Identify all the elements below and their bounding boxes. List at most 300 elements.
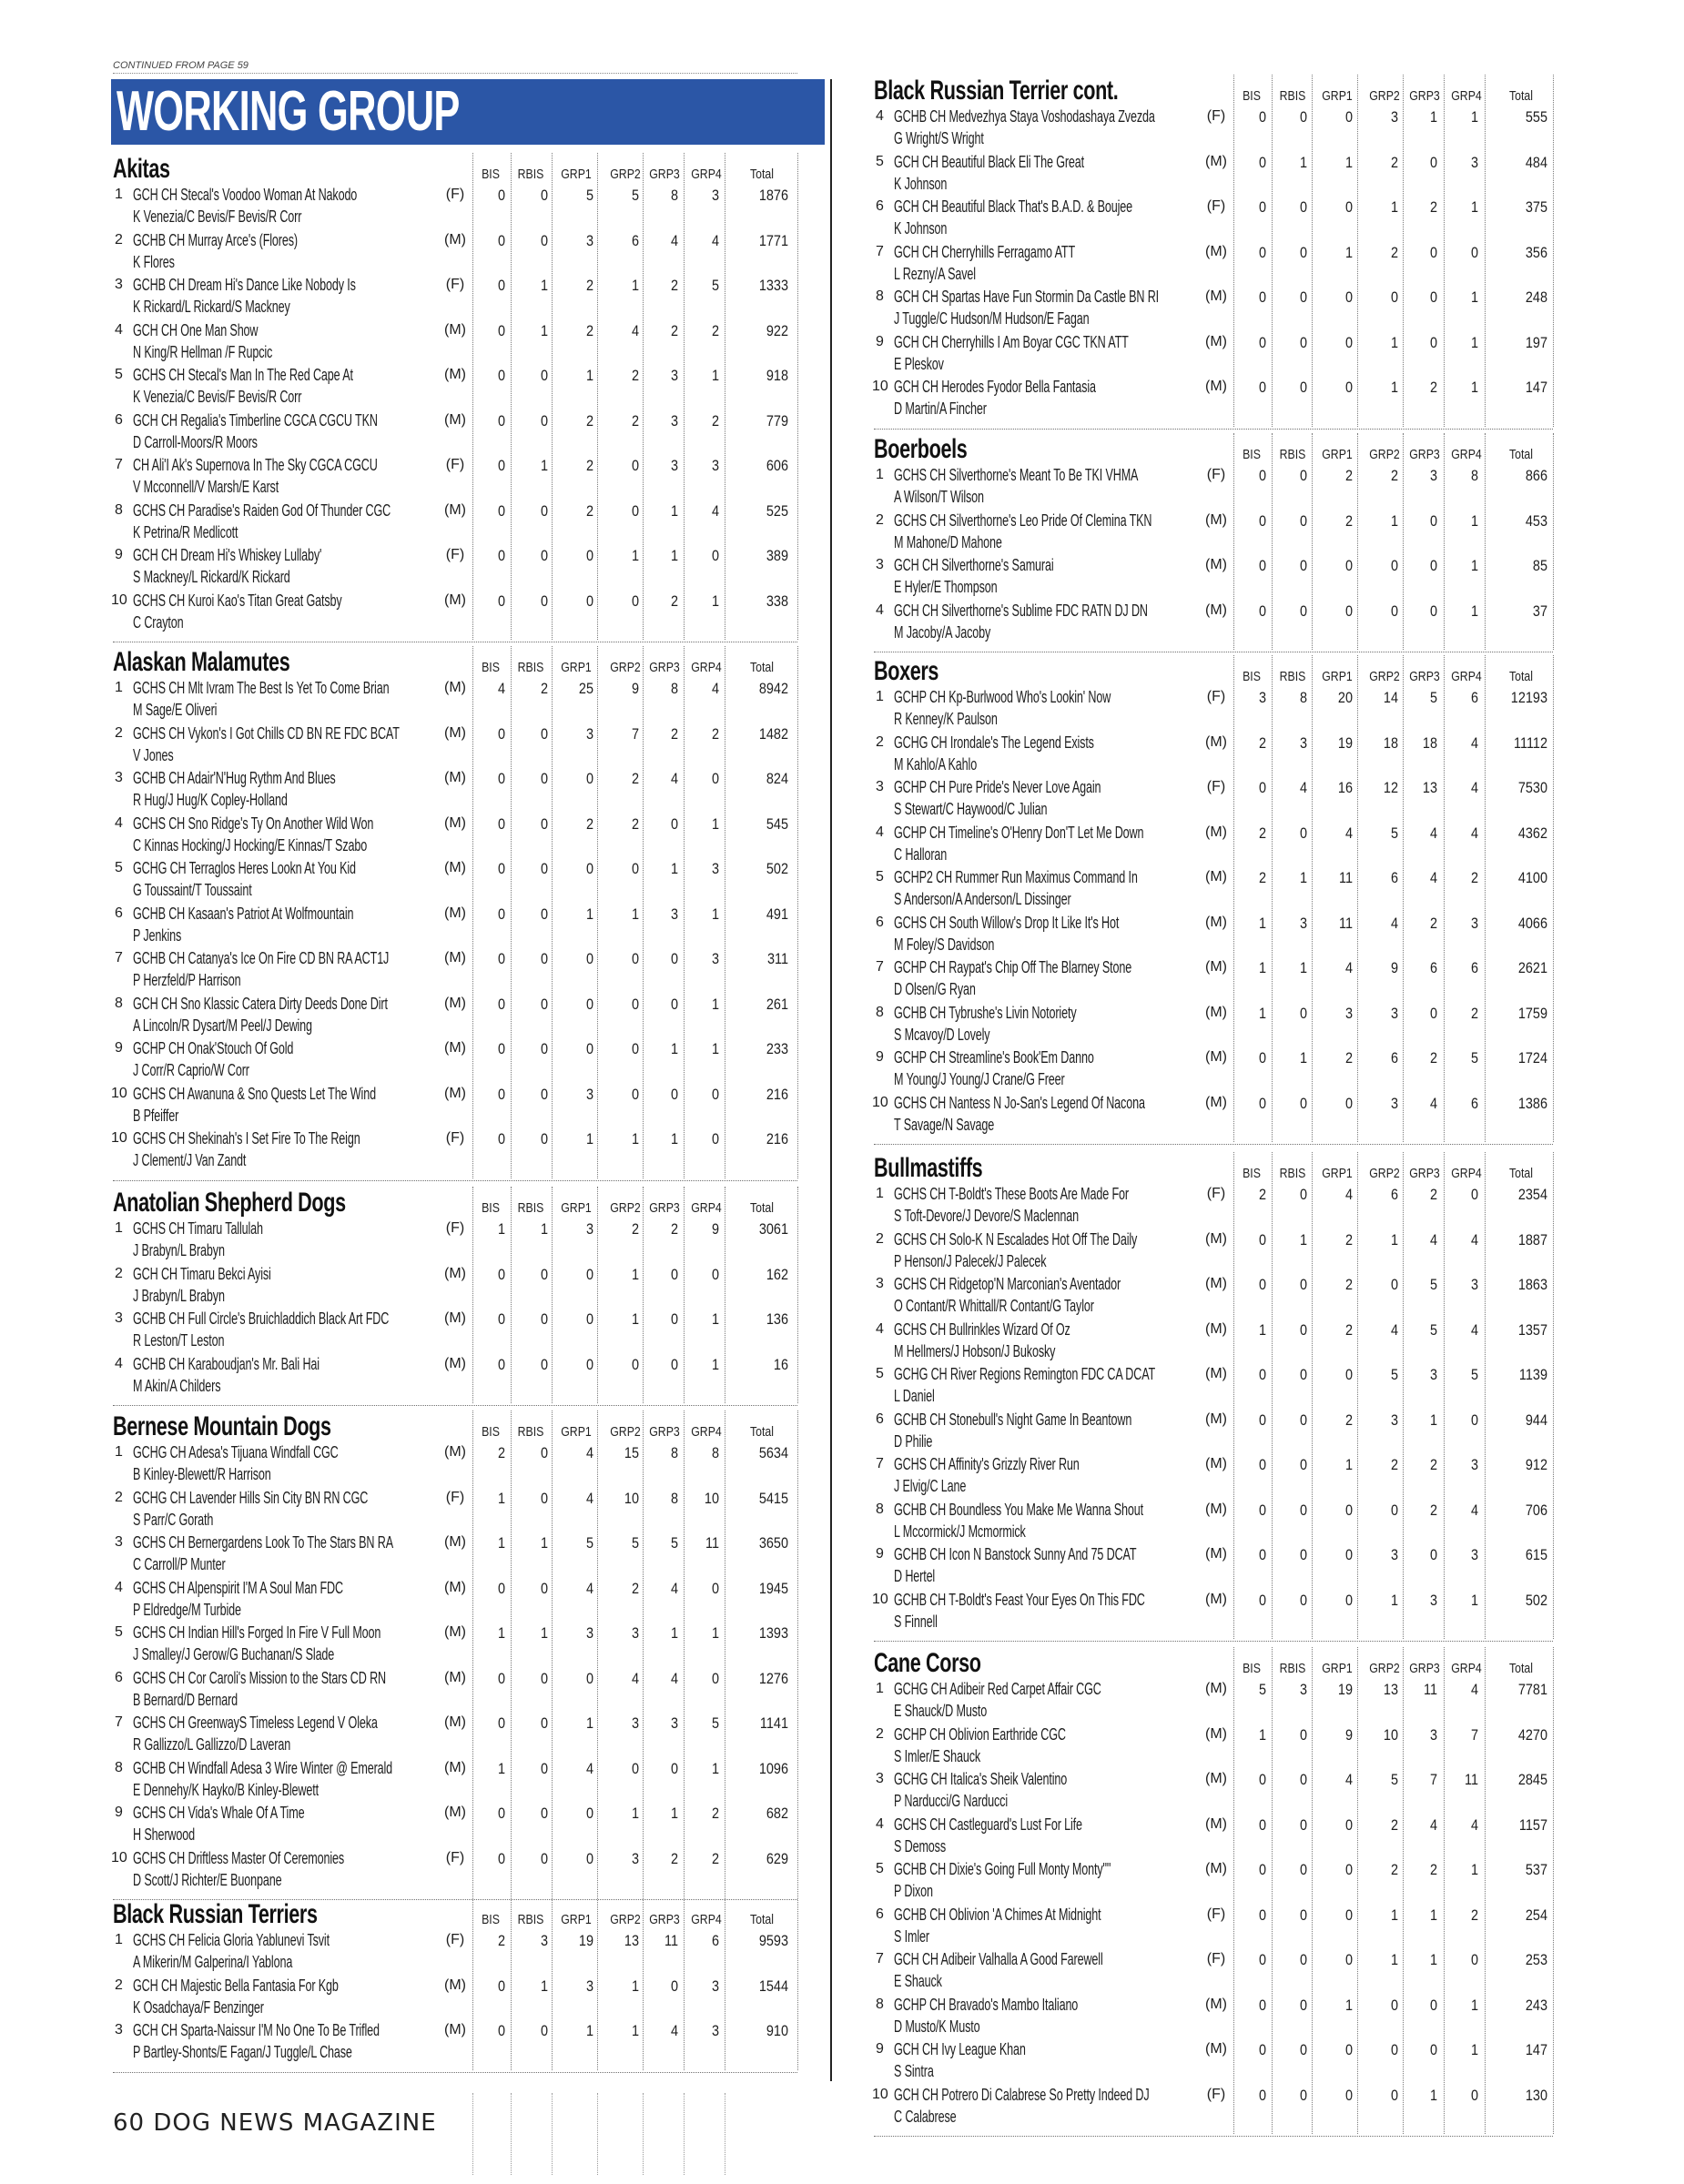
rank: 4: [115, 321, 123, 338]
dog-name: GCH CH Beautiful Black That's B.A.D. & Boujee: [894, 197, 1132, 216]
stat-bis: 0: [497, 321, 505, 339]
column-header-bis: BIS: [1243, 447, 1261, 462]
column-header-grp2: GRP2: [610, 1912, 641, 1927]
stat-bis: 1: [497, 1759, 505, 1777]
owners: P Bartley-Shonts/E Fagan/J Tuggle/L Chase: [133, 2043, 352, 2061]
rank: 3: [876, 1276, 884, 1291]
sex: (F): [1206, 467, 1226, 482]
stat-total: 910: [766, 2022, 788, 2039]
stat-bis: 0: [1258, 779, 1266, 796]
stat-grp1: 0: [1344, 1906, 1353, 1924]
stat-grp3: 5: [1429, 1320, 1437, 1339]
stat-grp4: 1: [1470, 1861, 1478, 1878]
stat-rbis: 0: [540, 1444, 548, 1461]
stat-grp3: 1: [1429, 1906, 1437, 1924]
rank: 4: [876, 824, 884, 840]
stat-grp1: 0: [1344, 1951, 1353, 1968]
dog-name: GCH CH Adibeir Valhalla A Good Farewell: [894, 1950, 1103, 1968]
rank: 6: [876, 198, 884, 214]
rank: 4: [115, 814, 123, 831]
column-divider: [597, 1898, 598, 2070]
stat-bis: 0: [1258, 379, 1266, 396]
column-divider: [552, 1410, 553, 1897]
table-row: [113, 1712, 797, 1757]
stat-rbis: 0: [540, 1085, 548, 1103]
stat-total: 7781: [1517, 1681, 1547, 1698]
table-row: [113, 1083, 797, 1128]
stat-grp2: 4: [1390, 914, 1398, 932]
table-row: [874, 241, 1553, 287]
column-divider: [1403, 1152, 1404, 1639]
stat-bis: 0: [1258, 511, 1266, 530]
stat-grp1: 0: [585, 770, 593, 787]
owners: M Hellmers/J Hobson/J Bukosky: [894, 1341, 1056, 1360]
rank: 8: [876, 1501, 884, 1517]
stat-rbis: 0: [540, 592, 548, 610]
dog-name: GCHS CH Nantess N Jo-San's Legend Of Nacona: [894, 1093, 1145, 1112]
sex: (M): [444, 1579, 466, 1595]
sex: (F): [445, 457, 465, 472]
column-divider: [511, 1898, 512, 2070]
stat-total: 502: [1525, 1591, 1547, 1609]
stat-bis: 0: [1258, 1996, 1266, 2014]
stat-grp1: 0: [585, 860, 593, 877]
stat-grp1: 0: [1344, 1094, 1353, 1112]
stat-total: 1157: [1518, 1815, 1547, 1834]
column-divider: [1403, 1647, 1404, 2134]
rank: 2: [876, 733, 884, 750]
stat-rbis: 0: [1299, 1276, 1307, 1293]
stat-bis: 1: [1258, 914, 1266, 932]
sex: (F): [445, 1130, 465, 1146]
stat-grp3: 11: [1423, 1681, 1437, 1698]
table-row: [874, 686, 1553, 732]
table-row: [874, 600, 1553, 645]
breed-title: Cane Corso: [874, 1648, 981, 1678]
stat-grp4: 1: [711, 367, 719, 384]
owners: D Hertel: [894, 1567, 936, 1585]
stat-grp3: 1: [1429, 1951, 1437, 1968]
table-row: [113, 1802, 797, 1847]
stat-bis: 4: [497, 680, 505, 697]
sex: (M): [444, 501, 466, 518]
owners: E Shauck: [894, 1972, 942, 1990]
sex: (F): [1206, 108, 1226, 124]
dog-name: GCHP CH Raypat's Chip Off The Blarney Stone: [894, 958, 1132, 976]
stat-grp3: 1: [670, 547, 678, 564]
stat-grp2: 5: [1390, 1366, 1398, 1383]
stat-total: 3650: [758, 1534, 788, 1552]
column-header-grp4: GRP4: [1451, 88, 1482, 104]
stat-grp4: 2: [1470, 1004, 1478, 1022]
stat-grp2: 2: [1390, 1815, 1398, 1834]
dog-name: GCH CH Sno Klassic Catera Dirty Deeds Done Dirt: [133, 994, 388, 1013]
stat-grp1: 2: [1344, 511, 1353, 530]
owners: C Kinnas Hocking/J Hocking/E Kinnas/T Szabo: [133, 835, 368, 854]
owners: S Finnell: [894, 1612, 938, 1631]
stat-bis: 0: [497, 277, 505, 294]
stat-rbis: 0: [540, 2022, 548, 2039]
stat-rbis: 0: [1299, 511, 1307, 530]
rank: 2: [876, 1230, 884, 1247]
stat-grp1: 4: [585, 1444, 593, 1461]
stat-grp2: 1: [1390, 1906, 1398, 1924]
owners: C Calabrese: [894, 2107, 957, 2126]
breed-title: Akitas: [113, 154, 170, 184]
owners: P Herzfeld/P Harrison: [133, 971, 241, 989]
column-guide: [597, 2093, 598, 2175]
owners: K Johnson: [894, 174, 948, 193]
dog-name: GCH CH Cherryhills I Am Boyar CGC TKN ATT: [894, 332, 1129, 351]
stat-grp1: 0: [585, 592, 593, 610]
dog-name: GCHB CH Dream Hi's Dance Like Nobody Is: [133, 276, 356, 294]
rank: 9: [115, 1040, 123, 1056]
stat-grp2: 1: [631, 1805, 639, 1822]
owners: H Sherwood: [133, 1825, 195, 1844]
table-row: [113, 1975, 797, 2020]
stat-grp2: 7: [631, 724, 639, 743]
table-row: [874, 912, 1553, 957]
stat-total: 1393: [758, 1624, 788, 1642]
stat-grp2: 1: [631, 1130, 639, 1148]
stat-grp4: 1: [1470, 108, 1478, 126]
column-divider: [1272, 1647, 1273, 2134]
stat-grp1: 0: [585, 1805, 593, 1822]
stat-grp2: 3: [1390, 1094, 1398, 1112]
stat-grp3: 0: [1429, 153, 1437, 171]
stat-total: 912: [1525, 1456, 1547, 1473]
stat-rbis: 0: [1299, 1996, 1307, 2014]
stat-rbis: 0: [1299, 1501, 1307, 1519]
rank: 5: [876, 869, 884, 885]
sex: (M): [444, 1534, 466, 1550]
sex: (M): [1205, 602, 1227, 618]
stat-grp1: 1: [1344, 1996, 1353, 2014]
stat-grp2: 15: [624, 1444, 639, 1461]
stat-grp4: 1: [711, 1310, 719, 1328]
stat-bis: 0: [497, 411, 505, 430]
sex: (M): [1205, 1094, 1227, 1110]
stat-grp4: 0: [1470, 1410, 1478, 1429]
sex: (M): [444, 1444, 466, 1460]
stat-total: 4270: [1517, 1725, 1547, 1744]
stat-bis: 0: [497, 2022, 505, 2039]
stat-grp1: 25: [578, 680, 593, 697]
stat-grp1: 1: [1344, 243, 1353, 261]
owners: A Lincoln/R Dysart/M Peel/J Dewing: [133, 1016, 312, 1035]
stat-grp3: 2: [1429, 198, 1437, 216]
column-header-grp3: GRP3: [1409, 447, 1440, 462]
stat-grp1: 0: [1344, 602, 1353, 620]
stat-total: 1276: [758, 1669, 788, 1687]
stat-total: 147: [1525, 379, 1547, 396]
stat-grp3: 0: [1429, 602, 1437, 620]
stat-rbis: 0: [1299, 1410, 1307, 1429]
dog-name: GCHG CH Irondale's The Legend Exists: [894, 733, 1094, 752]
column-divider: [684, 646, 685, 1178]
stat-grp3: 3: [670, 411, 678, 430]
stat-rbis: 1: [540, 457, 548, 474]
sex: (M): [444, 411, 466, 428]
stat-total: 502: [766, 860, 788, 877]
table-row: [874, 331, 1553, 377]
stat-grp1: 19: [1337, 733, 1353, 752]
stat-grp2: 0: [631, 457, 639, 474]
stat-rbis: 0: [540, 1310, 548, 1328]
owners: J Corr/R Caprio/W Corr: [133, 1061, 249, 1079]
stat-grp2: 0: [1390, 1276, 1398, 1293]
sex: (M): [444, 814, 466, 831]
stat-grp2: 0: [631, 950, 639, 967]
table-row: [874, 376, 1553, 421]
table-row: [874, 1319, 1553, 1364]
stat-total: 2354: [1517, 1186, 1547, 1203]
dog-name: GCHS CH Alpenspirit I'M A Soul Man FDC: [133, 1578, 343, 1597]
stat-grp1: 1: [1344, 1456, 1353, 1473]
column-header-rbis: RBIS: [1279, 1661, 1306, 1676]
dog-name: GCHP2 CH Rummer Run Maximus Command In: [894, 868, 1138, 886]
dog-name: GCHS CH Sno Ridge's Ty On Another Wild Won: [133, 814, 374, 833]
section-header: [874, 75, 1553, 106]
stat-grp2: 14: [1383, 689, 1398, 706]
stat-grp1: 2: [585, 501, 593, 520]
rank: 10: [111, 1130, 127, 1146]
column-divider: [1233, 433, 1234, 650]
stat-rbis: 0: [540, 367, 548, 384]
stat-grp3: 3: [670, 367, 678, 384]
stat-grp4: 10: [704, 1489, 719, 1507]
owners: C Carroll/P Munter: [133, 1555, 226, 1573]
stat-rbis: 1: [540, 321, 548, 339]
stat-grp1: 0: [1344, 1861, 1353, 1878]
stat-bis: 5: [1258, 1681, 1266, 1698]
stat-bis: 2: [1258, 733, 1266, 752]
stat-grp1: 20: [1337, 689, 1353, 706]
dog-name: GCH CH Dream Hi's Whiskey Lullaby': [133, 546, 322, 564]
owners: M Jacoby/A Jacoby: [894, 622, 991, 642]
stat-rbis: 0: [1299, 1861, 1307, 1878]
stat-rbis: 0: [540, 1759, 548, 1777]
table-row: [874, 732, 1553, 777]
stat-bis: 0: [497, 724, 505, 743]
dog-name: GCH CH Potrero Di Calabrese So Pretty Indeed DJ: [894, 2085, 1150, 2104]
stat-rbis: 3: [1299, 1681, 1307, 1698]
column-header-grp4: GRP4: [691, 167, 722, 182]
stat-grp1: 1: [585, 905, 593, 923]
owners: K Venezia/C Bevis/F Bevis/R Corr: [133, 207, 302, 226]
stat-bis: 0: [1258, 198, 1266, 216]
dog-name: GCHP CH Kp-Burlwood Who's Lookin' Now: [894, 688, 1111, 706]
sex: (M): [444, 905, 466, 921]
stat-bis: 0: [1258, 602, 1266, 620]
rank: 9: [876, 1546, 884, 1562]
owners: K Johnson: [894, 219, 948, 238]
stat-grp1: 2: [1344, 1320, 1353, 1339]
table-row: [113, 1757, 797, 1803]
stat-total: 130: [1525, 2086, 1547, 2104]
stat-grp2: 1: [1390, 1591, 1398, 1609]
stat-bis: 0: [1258, 333, 1266, 351]
stat-grp4: 3: [1470, 914, 1478, 932]
column-header-grp2: GRP2: [1369, 1661, 1400, 1676]
section-header: [113, 1898, 797, 1929]
stat-grp2: 1: [1390, 379, 1398, 396]
owners: P Dixon: [894, 1882, 933, 1900]
stat-grp2: 3: [1390, 1410, 1398, 1429]
column-divider: [684, 1187, 685, 1403]
sex: (F): [445, 1489, 465, 1505]
breed-section: [874, 1647, 1553, 2128]
table-row: [874, 1768, 1553, 1814]
table-row: [113, 229, 797, 275]
dog-name: GCHG CH River Regions Remington FDC CA DCAT: [894, 1365, 1156, 1383]
column-header-grp4: GRP4: [691, 660, 722, 675]
dog-name: GCHS CH Paradise's Raiden God Of Thunder CGC: [133, 500, 391, 520]
stat-bis: 1: [1258, 1725, 1266, 1744]
owners: P Henson/J Palecek/J Palecek: [894, 1251, 1047, 1270]
breed-section: [113, 153, 797, 634]
stat-rbis: 1: [1299, 959, 1307, 976]
stat-grp4: 3: [711, 1977, 719, 1995]
column-header-grp3: GRP3: [649, 1200, 680, 1216]
stat-grp2: 0: [1390, 288, 1398, 306]
rank: 4: [115, 1579, 123, 1595]
owners: E Dennehy/K Hayko/B Kinley-Blewett: [133, 1780, 319, 1799]
stat-rbis: 0: [1299, 1004, 1307, 1022]
rank: 2: [115, 1265, 123, 1281]
table-row: [113, 1847, 797, 1893]
stat-grp1: 4: [585, 1489, 593, 1507]
stat-grp4: 0: [1470, 2086, 1478, 2104]
stat-grp3: 5: [1429, 1276, 1437, 1293]
dog-name: GCHB CH Full Circle's Bruichladdich Black Art FDC: [133, 1309, 390, 1328]
stat-rbis: 3: [1299, 733, 1307, 752]
stat-grp1: 1: [1344, 153, 1353, 171]
stat-total: 253: [1525, 1951, 1547, 1968]
stat-grp2: 6: [1390, 1186, 1398, 1203]
stat-grp3: 0: [1429, 2041, 1437, 2058]
stat-grp1: 4: [1344, 824, 1353, 842]
stat-grp4: 5: [1470, 1049, 1478, 1067]
stat-bis: 0: [497, 1310, 505, 1328]
dog-name: GCH CH One Man Show: [133, 320, 259, 339]
stat-grp1: 0: [1344, 1815, 1353, 1834]
stat-grp3: 18: [1422, 733, 1437, 752]
stat-grp3: 0: [1429, 1996, 1437, 2014]
stat-grp3: 2: [670, 724, 678, 743]
owners: D Olsen/G Ryan: [894, 980, 976, 998]
column-header-total: Total: [1509, 88, 1533, 104]
stat-total: 12193: [1510, 689, 1547, 706]
column-header-bis: BIS: [482, 1200, 500, 1216]
stat-grp3: 1: [1429, 108, 1437, 126]
owners: D Carroll-Moors/R Moors: [133, 432, 258, 451]
dog-name: GCHS CH Bernergardens Look To The Stars BN RA: [133, 1533, 393, 1552]
sex: (M): [444, 367, 466, 382]
column-header-rbis: RBIS: [1279, 447, 1306, 462]
table-row: [113, 903, 797, 948]
dog-name: GCHS CH Awanuna & Sno Quests Let The Wind: [133, 1084, 376, 1103]
owners: D Scott/J Richter/E Buonpane: [133, 1870, 282, 1889]
stat-grp3: 0: [670, 814, 678, 833]
stat-total: 147: [1525, 2041, 1547, 2058]
stat-rbis: 0: [540, 501, 548, 520]
owners: K Petrina/R Medlicott: [133, 522, 238, 541]
dog-name: GCH CH Silverthorne's Sublime FDC RATN DJ DN: [894, 601, 1148, 620]
dog-name: GCHS CH Ridgetop'N Marconian's Aventador: [894, 1275, 1121, 1293]
stat-grp3: 0: [1429, 1546, 1437, 1563]
owners: R Hug/J Hug/K Copley-Holland: [133, 791, 288, 809]
stat-grp4: 4: [1470, 824, 1478, 842]
stat-total: 453: [1525, 511, 1547, 530]
stat-rbis: 0: [1299, 1906, 1307, 1924]
stat-rbis: 1: [540, 1977, 548, 1995]
stat-bis: 0: [497, 187, 505, 204]
stat-grp2: 1: [631, 1265, 639, 1283]
owners: S Toft-Devore/J Devore/S Maclennan: [894, 1207, 1080, 1225]
rank: 1: [115, 1444, 123, 1460]
stat-grp2: 18: [1383, 733, 1398, 752]
stat-total: 37: [1532, 602, 1547, 620]
sex: (F): [1206, 2086, 1226, 2102]
column-divider: [1485, 1152, 1486, 1639]
stat-rbis: 0: [1299, 1546, 1307, 1563]
stat-grp4: 4: [711, 501, 719, 520]
stat-grp4: 0: [711, 1130, 719, 1148]
sex: (F): [1206, 779, 1226, 794]
column-divider: [643, 1187, 644, 1403]
stat-grp4: 3: [711, 2022, 719, 2039]
stat-grp4: 0: [1470, 1186, 1478, 1203]
sex: (M): [1205, 288, 1227, 304]
stat-bis: 0: [497, 814, 505, 833]
section-header: [113, 1187, 797, 1218]
owners: B Pfeiffer: [133, 1106, 179, 1125]
dog-name: GCHB CH Kasaan's Patriot At Wolfmountain: [133, 904, 354, 923]
dog-name: GCHS CH Kuroi Kao's Titan Great Gatsby: [133, 591, 342, 610]
stat-bis: 0: [1258, 243, 1266, 261]
column-header-grp1: GRP1: [1322, 88, 1353, 104]
column-header-grp4: GRP4: [1451, 669, 1482, 684]
stat-total: 2845: [1517, 1771, 1547, 1788]
column-header-grp3: GRP3: [649, 1424, 680, 1440]
column-divider: [1553, 1152, 1554, 1639]
stat-total: 944: [1525, 1410, 1547, 1429]
column-divider: [1233, 1152, 1234, 1639]
stat-bis: 0: [497, 995, 505, 1013]
stat-grp2: 0: [1390, 2041, 1398, 2058]
stat-rbis: 0: [1299, 1591, 1307, 1609]
stat-grp3: 4: [1429, 1815, 1437, 1834]
owners: V Jones: [133, 745, 174, 764]
stat-total: 1945: [758, 1579, 788, 1597]
owners: M Foley/S Davidson: [894, 935, 995, 954]
breed-section: [113, 1187, 797, 1398]
column-divider: [552, 1898, 553, 2070]
table-row: [874, 776, 1553, 822]
stat-bis: 0: [1258, 1456, 1266, 1473]
column-header-bis: BIS: [1243, 669, 1261, 684]
rank: 10: [111, 1085, 127, 1101]
stat-bis: 0: [497, 770, 505, 787]
rank: 1: [115, 680, 123, 695]
owners: M Akin/A Childers: [133, 1376, 221, 1395]
stat-grp4: 0: [711, 1579, 719, 1597]
stat-bis: 0: [1258, 1410, 1266, 1429]
breed-section: [113, 646, 797, 1173]
table-row: [113, 454, 797, 500]
dog-name: GCHS CH Silverthorne's Meant To Be TKI VHMA: [894, 466, 1139, 484]
